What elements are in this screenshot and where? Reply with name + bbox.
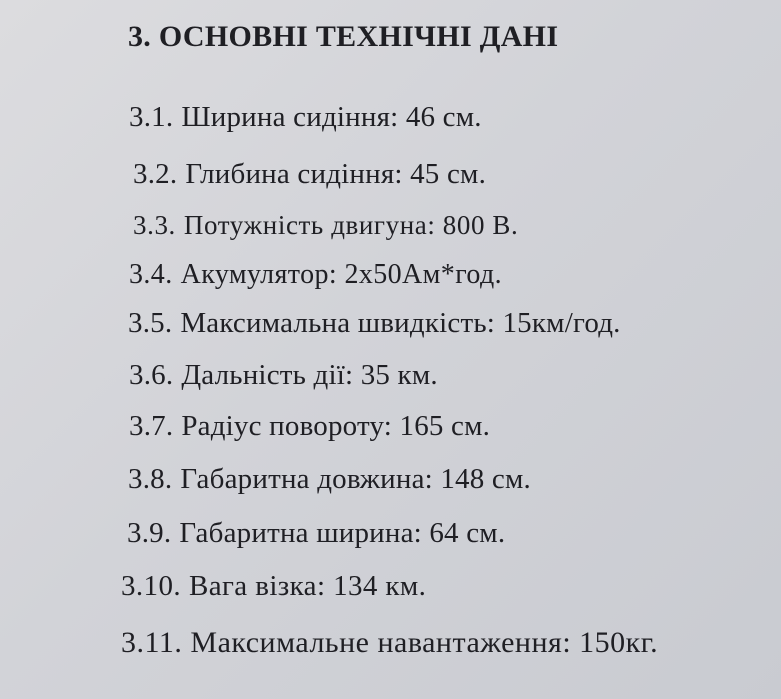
spec-text: Габаритна ширина: 64 см. xyxy=(179,517,506,549)
spec-item-max-load xyxy=(121,626,658,660)
spec-item-seat-width xyxy=(129,101,482,134)
spec-item-overall-length xyxy=(128,463,531,496)
spec-text: Ширина сидіння: 46 см. xyxy=(181,101,482,133)
spec-item-turning-radius xyxy=(129,410,490,443)
spec-text: Акумулятор: 2х50Ам*год. xyxy=(180,259,503,290)
spec-text: Вага візка: 134 км. xyxy=(189,570,427,602)
spec-text: Потужність двигуна: 800 В. xyxy=(183,210,519,240)
spec-item-weight xyxy=(121,570,426,603)
spec-item-range xyxy=(129,359,438,392)
section-heading: 3. ОСНОВНІ ТЕХНІЧНІ ДАНІ xyxy=(128,20,559,53)
spec-text: Максимальне навантаження: 150кг. xyxy=(190,626,659,659)
spec-number: 3.5. xyxy=(128,307,173,339)
spec-number: 3.4. xyxy=(129,259,173,290)
spec-number: 3.11. xyxy=(121,626,183,659)
spec-item-max-speed xyxy=(128,307,621,340)
spec-number: 3.9. xyxy=(127,517,172,549)
spec-number: 3.1. xyxy=(129,101,174,133)
spec-text: Глибина сидіння: 45 см. xyxy=(185,158,487,190)
spec-number: 3.6. xyxy=(129,359,174,391)
spec-item-overall-width xyxy=(127,517,505,550)
spec-number: 3.7. xyxy=(129,410,174,442)
spec-number: 3.10. xyxy=(121,570,181,602)
spec-text: Максимальна швидкість: 15км/год. xyxy=(180,307,621,339)
spec-item-motor-power xyxy=(133,210,518,241)
spec-number: 3.3. xyxy=(133,210,176,240)
spec-number: 3.8. xyxy=(128,463,173,495)
spec-number: 3.2. xyxy=(133,158,178,190)
spec-item-seat-depth xyxy=(133,158,486,191)
spec-text: Радіус повороту: 165 см. xyxy=(181,410,491,442)
spec-text: Дальність дії: 35 км. xyxy=(181,359,438,391)
spec-item-battery xyxy=(129,259,502,291)
spec-text: Габаритна довжина: 148 см. xyxy=(180,463,531,495)
